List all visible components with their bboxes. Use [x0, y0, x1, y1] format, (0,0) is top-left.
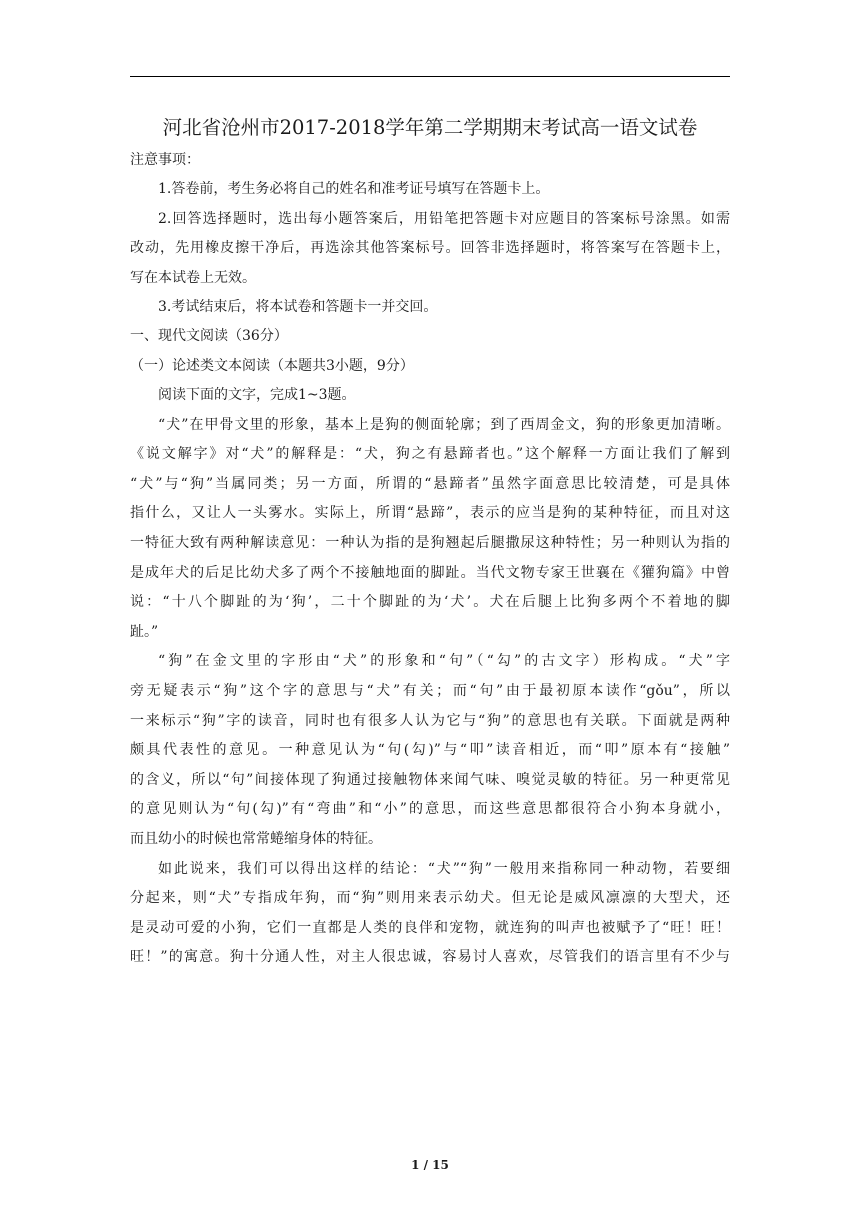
- passage-line: 是灵动可爱的小狗，它们一直都是人类的良伴和宠物，就连狗的叫声也被赋予了“旺！旺！: [130, 919, 730, 936]
- passage-line: 趾。”: [130, 623, 159, 640]
- passage-line: 的意见则认为“句(勾)”有“弯曲”和“小”的意思，而这些意思都很符合小狗本身就小，: [130, 801, 730, 818]
- reading-instruction: 阅读下面的文字，完成1~3题。: [158, 387, 356, 404]
- passage-line: 是成年犬的后足比幼犬多了两个不接触地面的脚趾。当代文物专家王世襄在《獾狗篇》中曾: [130, 564, 730, 581]
- notice-heading: 注意事项：: [130, 152, 200, 168]
- passage-line: “犬”在甲骨文里的形象，基本上是狗的侧面轮廓；到了西周金文，狗的形象更加清晰。: [158, 416, 730, 433]
- passage-line: 说：“十八个脚趾的为‘狗’，二十个脚趾的为‘犬’。犬在后腿上比狗多两个不着地的脚: [130, 594, 730, 611]
- reading-passage: [130, 411, 730, 973]
- passage-line: 如此说来，我们可以得出这样的结论：“犬”“狗”一般用来指称同一种动物，若要细: [158, 860, 730, 877]
- passage-line: 而且幼小的时候也常常蜷缩身体的特征。: [130, 830, 382, 847]
- passage-line: 旁无疑表示“狗”这个字的意思与“犬”有关；而“句”由于最初原本读作“gǒu”，所以: [130, 683, 730, 699]
- passage-paragraph-2: [130, 647, 730, 854]
- passage-line: 一特征大致有两种解读意见：一种认为指的是狗翘起后腿撒尿这种特性；另一种则认为指的: [130, 535, 730, 552]
- subsection-heading: （一）论述类文本阅读（本题共3小题，9分）: [130, 357, 414, 374]
- passage-line: “狗”在金文里的字形由“犬”的形象和“句”（“勾”的古文字）形构成。“犬”字: [158, 653, 730, 670]
- passage-paragraph-3: [130, 855, 730, 973]
- passage-line: 分起来，则“犬”专指成年狗，而“狗”则用来表示幼犬。但无论是威风凛凛的大型犬，还: [130, 890, 730, 907]
- passage-line: 的含义，所以“句”间接体现了狗通过接触物体来闻气味、嗅觉灵敏的特征。另一种更常见: [130, 771, 730, 788]
- notice-item-continued: 写在本试卷上无效。: [130, 269, 256, 286]
- header-rule: [130, 76, 730, 77]
- passage-paragraph-1: [130, 411, 730, 648]
- notice-list: [130, 175, 730, 322]
- document-body: [130, 112, 730, 973]
- passage-line: “犬”与“狗”当属同类；另一方面，所谓的“悬蹄者”虽然字面意思比较清楚，可是具体: [130, 475, 730, 492]
- notice-item: 3.考试结束后，将本试卷和答题卡一并交回。: [158, 299, 438, 316]
- notice-item-continued: 改动，先用橡皮擦干净后，再选涂其他答案标号。回答非选择题时，将答案写在答题卡上，: [130, 240, 730, 257]
- page-number: 1 / 15: [411, 1158, 449, 1172]
- notice-item: 1.答卷前，考生务必将自己的姓名和准考证号填写在答题卡上。: [158, 181, 550, 198]
- passage-line: 旺！”的寓意。狗十分通人性，对主人很忠诚，容易讨人喜欢，尽管我们的语言里有不少与: [130, 949, 730, 966]
- section-heading: 一、现代文阅读（36分）: [130, 328, 288, 345]
- passage-line: 颇具代表性的意见。一种意见认为“句(勾)”与“叩”读音相近，而“叩”原本有“接触”: [130, 742, 730, 759]
- passage-line: 指什么，又让人一头雾水。实际上，所谓“悬蹄”，表示的应当是狗的某种特征，而且对这: [130, 505, 730, 522]
- passage-line: 《说文解字》对“犬”的解释是：“犬，狗之有悬蹄者也。”这个解释一方面让我们了解到: [130, 446, 730, 463]
- passage-line: 一来标示“狗”字的读音，同时也有很多人认为它与“狗”的意思也有关联。下面就是两种: [130, 712, 730, 729]
- notice-item: 2.回答选择题时，选出每小题答案后，用铅笔把答题卡对应题目的答案标号涂黑。如需: [158, 210, 730, 227]
- document-title: 河北省沧州市2017-2018学年第二学期期末考试高一语文试卷: [162, 116, 698, 139]
